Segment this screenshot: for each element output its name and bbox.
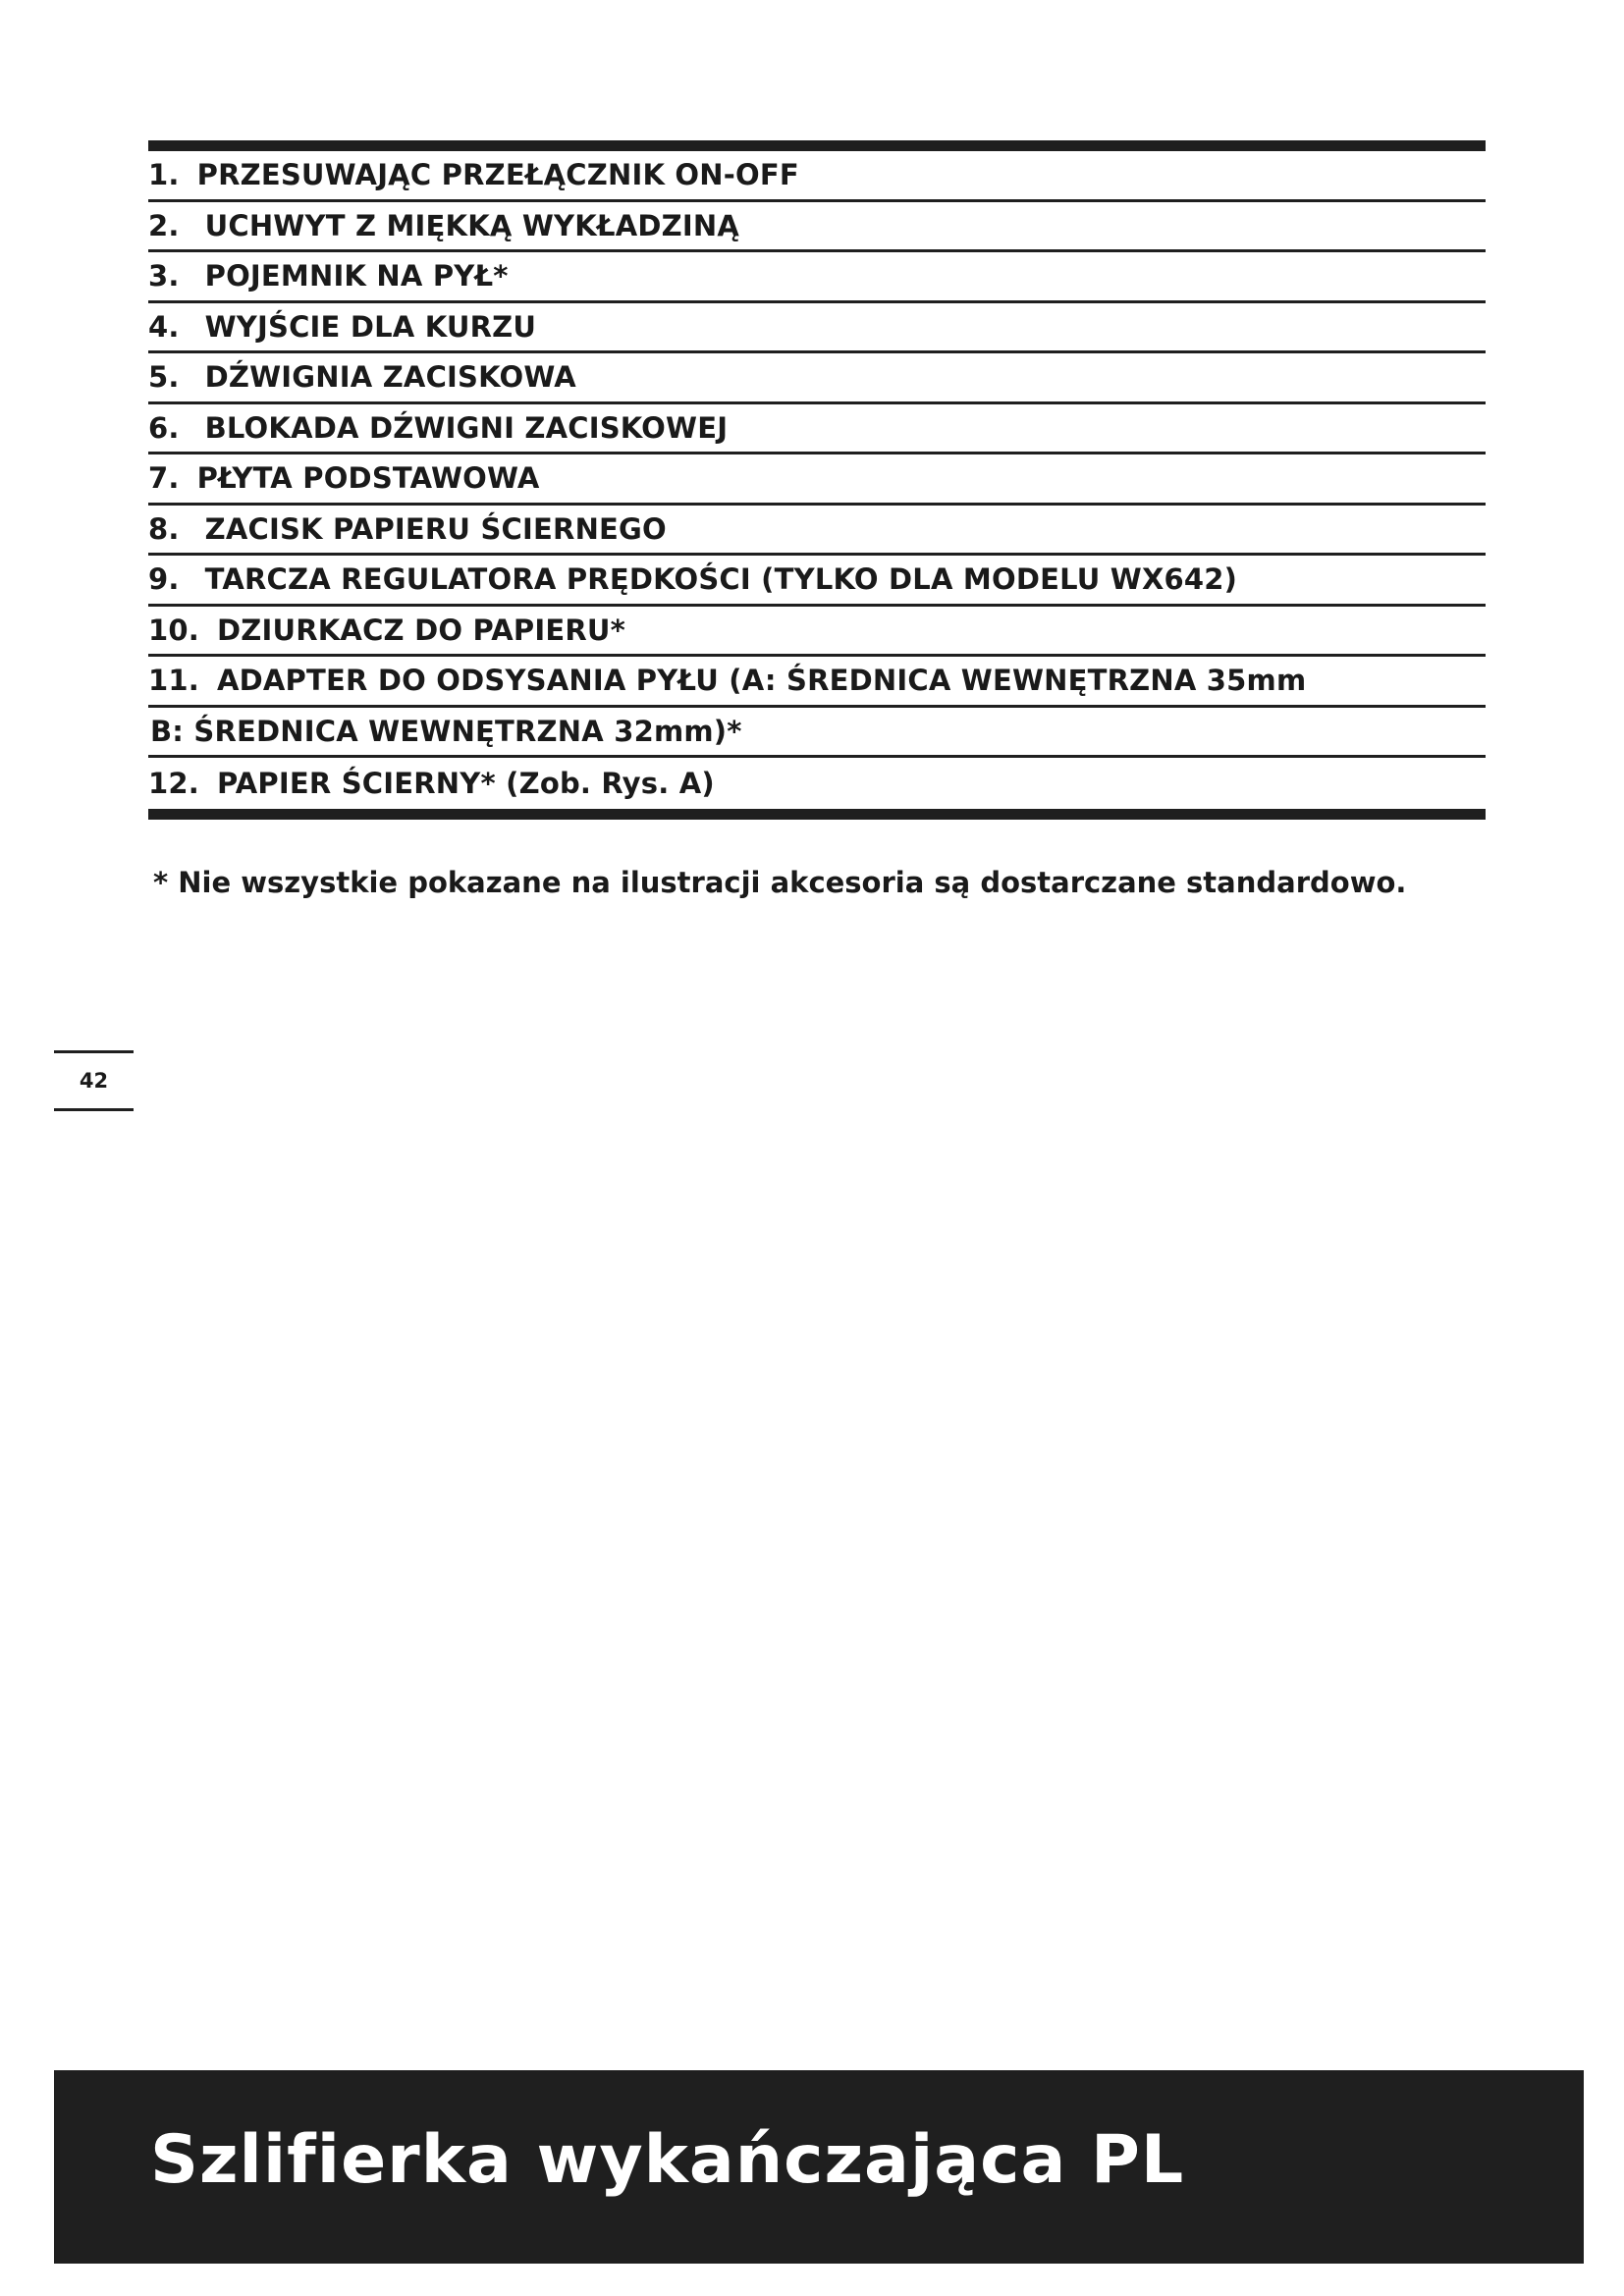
list-item [148, 353, 1486, 404]
item-label: WYJŚCIE DLA KURZU [204, 309, 537, 344]
footer-title: Szlifierka wykańczająca PL [150, 2121, 1185, 2199]
item-number: 9. [148, 562, 180, 597]
item-label: DZIURKACZ DO PAPIERU* [216, 613, 626, 647]
list-item [148, 151, 1486, 202]
item-label: UCHWYT Z MIĘKKĄ WYKŁADZINĄ [204, 208, 739, 242]
item-number: 12. [148, 766, 199, 800]
list-item-continuation [148, 708, 1486, 759]
item-label: B: ŚREDNICA WEWNĘTRZNA 32mm)* [150, 714, 742, 748]
item-number: 5. [148, 360, 180, 395]
footer-banner [54, 2070, 1584, 2264]
item-number: 8. [148, 511, 180, 546]
item-label: TARCZA REGULATORA PRĘDKOŚCI (TYLKO DLA MODELU WX642) [204, 562, 1238, 597]
item-label: ADAPTER DO ODSYSANIA PYŁU (A: ŚREDNICA WEWNĘTRZNA 35mm [216, 664, 1307, 698]
item-number: 7. [148, 461, 180, 496]
top-rule [148, 140, 1486, 151]
bottom-rule [148, 809, 1486, 820]
list-item [148, 657, 1486, 708]
item-number: 6. [148, 410, 180, 445]
list-item [148, 454, 1486, 506]
item-number: 2. [148, 208, 180, 242]
item-label: ZACISK PAPIERU ŚCIERNEGO [204, 511, 667, 546]
item-label: PRZESUWAJĄC PRZEŁĄCZNIK ON-OFF [196, 158, 799, 192]
list-item [148, 252, 1486, 303]
item-number: 4. [148, 309, 180, 344]
page-number: 42 [54, 1050, 134, 1111]
list-item [148, 556, 1486, 607]
item-label: PAPIER ŚCIERNY* (Zob. Rys. A) [216, 766, 715, 800]
list-item [148, 607, 1486, 658]
item-label: PŁYTA PODSTAWOWA [196, 461, 540, 496]
item-label: POJEMNIK NA PYŁ* [204, 259, 509, 294]
list-item [148, 506, 1486, 557]
list-item [148, 303, 1486, 354]
item-number: 11. [148, 664, 199, 698]
item-number: 1. [148, 158, 180, 192]
list-item [148, 202, 1486, 253]
list-item [148, 404, 1486, 455]
footnote: * Nie wszystkie pokazane na ilustracji akcesoria są dostarczane standardowo. [153, 866, 1407, 899]
list-item [148, 758, 1486, 809]
item-number: 3. [148, 259, 180, 294]
item-number: 10. [148, 613, 199, 647]
parts-list [148, 140, 1486, 820]
item-label: BLOKADA DŹWIGNI ZACISKOWEJ [204, 410, 729, 445]
item-label: DŹWIGNIA ZACISKOWA [204, 360, 576, 395]
